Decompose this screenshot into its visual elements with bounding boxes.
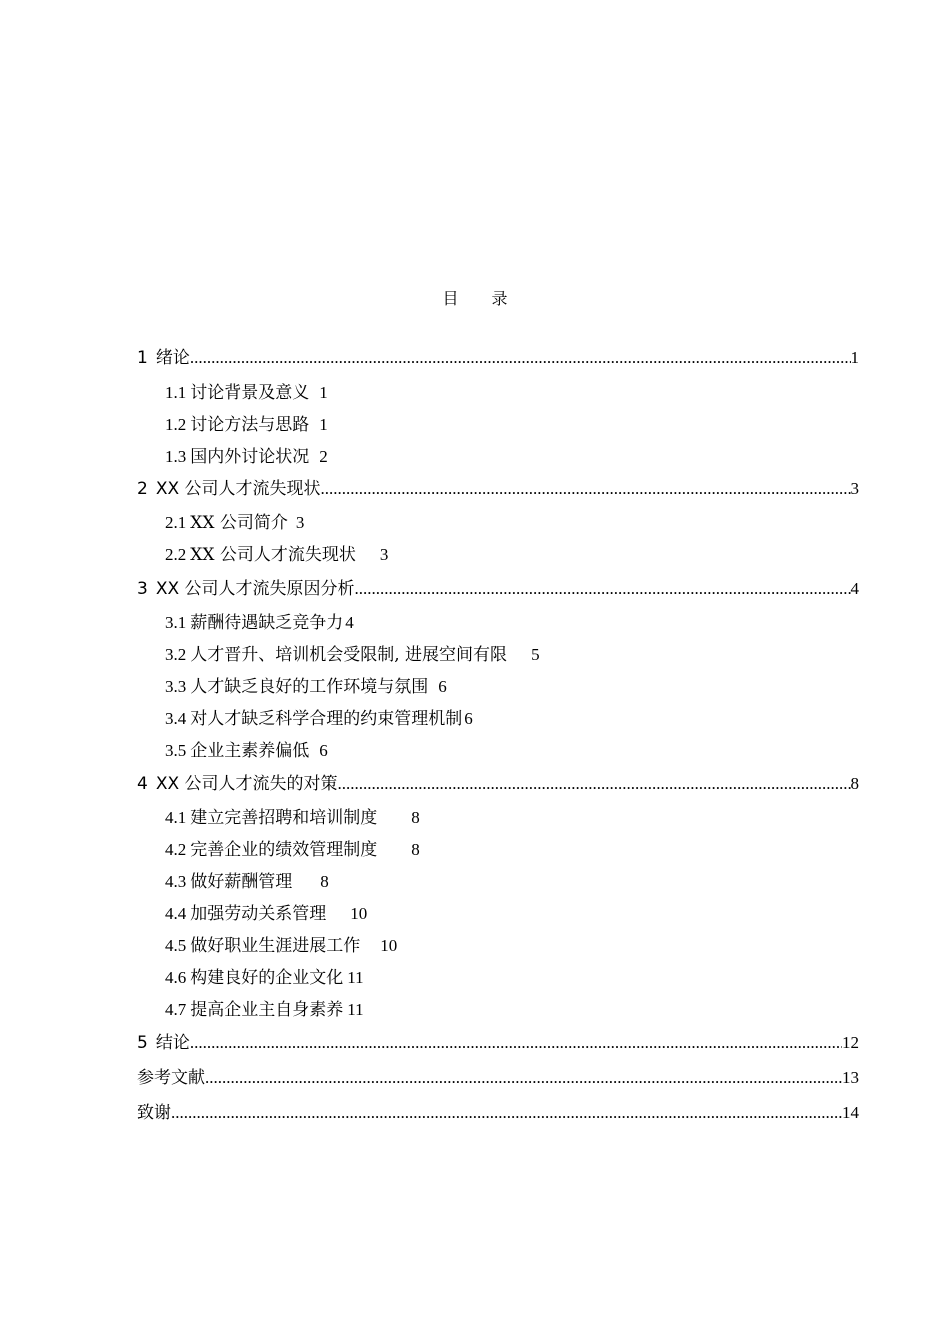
toc-section-entry[interactable] <box>165 509 304 537</box>
toc-entry-number: 1 <box>137 348 148 368</box>
toc-chapter-entry[interactable] <box>137 344 859 372</box>
toc-dot-leader <box>190 1029 842 1057</box>
toc-dot-leader <box>190 344 851 372</box>
toc-entry-title: XX 公司人才流失的对策 <box>155 774 338 794</box>
toc-entry-title: 讨论背景及意义 <box>190 383 310 403</box>
toc-entry-title: 参考文献 <box>137 1068 205 1088</box>
toc-entry-title: 讨论方法与思路 <box>190 415 310 435</box>
toc-entry-number: 2 <box>137 479 148 499</box>
toc-entry-number: 2.1 <box>165 513 187 532</box>
toc-entry-title: 人才晋升、培训机会受限制, 进展空间有限 <box>190 645 508 665</box>
toc-section-entry[interactable] <box>165 443 328 471</box>
toc-page-number: 3 <box>295 513 305 532</box>
toc-entry-title: 致谢 <box>137 1103 171 1123</box>
toc-page-number: 6 <box>319 741 328 760</box>
toc-entry-title: XX 公司人才流失现状 <box>155 479 321 499</box>
toc-dot-leader <box>355 575 851 603</box>
toc-section-entry[interactable] <box>165 737 328 765</box>
toc-page-number: 5 <box>531 645 540 664</box>
toc-entry-number: 4.7 <box>165 1000 187 1019</box>
toc-entry-title: 加强劳动关系管理 <box>190 904 327 924</box>
toc-section-entry[interactable] <box>165 900 367 928</box>
toc-entry-number: 4.2 <box>165 840 187 859</box>
toc-entry-title: 对人才缺乏科学合理的约束管理机制 <box>190 709 463 729</box>
toc-entry-number: 3.4 <box>165 709 187 728</box>
toc-page-number: 4 <box>850 579 859 598</box>
toc-page-number: 1 <box>319 383 328 402</box>
toc-section-entry[interactable] <box>165 411 328 439</box>
toc-section-entry[interactable] <box>165 609 354 637</box>
toc-entry-number: 1.1 <box>165 383 187 402</box>
toc-entry-title: XX 公司人才流失现状 <box>190 545 356 565</box>
toc-entry-number: 4.5 <box>165 936 187 955</box>
toc-page-number: 6 <box>438 677 447 696</box>
toc-chapter-entry[interactable] <box>137 575 859 603</box>
toc-page-number: 8 <box>850 774 859 793</box>
toc-dot-leader <box>338 770 851 798</box>
toc-section-entry[interactable] <box>165 996 364 1024</box>
toc-entry-number: 3.3 <box>165 677 187 696</box>
toc-page-number: 3 <box>850 479 859 498</box>
toc-entry-title: XX 公司人才流失原因分析 <box>155 579 355 599</box>
toc-page-number: 11 <box>347 968 364 987</box>
toc-chapter-entry[interactable] <box>137 770 859 798</box>
toc-dot-leader <box>321 475 851 503</box>
toc-page-number: 6 <box>464 709 473 728</box>
toc-entry-number: 3.1 <box>165 613 187 632</box>
toc-section-entry[interactable] <box>165 379 328 407</box>
toc-entry-number: 3.2 <box>165 645 187 664</box>
toc-section-entry[interactable] <box>165 836 420 864</box>
toc-entry-number: 4 <box>137 774 148 794</box>
toc-entry-title: 做好薪酬管理 <box>190 872 293 892</box>
toc-chapter-entry[interactable] <box>137 1099 859 1127</box>
toc-entry-title: 做好职业生涯进展工作 <box>190 936 361 956</box>
toc-dot-leader <box>171 1099 842 1127</box>
toc-entry-title: 国内外讨论状况 <box>190 447 310 467</box>
toc-entry-number: 3.5 <box>165 741 187 760</box>
toc-page-number: 2 <box>319 447 328 466</box>
toc-page-number: 1 <box>850 348 859 367</box>
toc-page-number: 3 <box>379 545 389 564</box>
toc-entry-title: 企业主素养偏低 <box>190 741 310 761</box>
toc-chapter-entry[interactable] <box>137 1064 859 1092</box>
toc-section-entry[interactable] <box>165 932 397 960</box>
toc-page-number: 11 <box>347 1000 364 1019</box>
toc-page-number: 8 <box>320 872 329 891</box>
toc-entry-title: 结论 <box>155 1033 190 1053</box>
toc-section-entry[interactable] <box>165 541 388 569</box>
toc-page-number: 1 <box>319 415 328 434</box>
toc-entry-number: 4.1 <box>165 808 187 827</box>
toc-section-entry[interactable] <box>165 868 329 896</box>
toc-entry-title: 人才缺乏良好的工作环境与氛围 <box>190 677 429 697</box>
toc-page-number: 13 <box>842 1068 859 1087</box>
toc-section-entry[interactable] <box>165 673 447 701</box>
toc-section-entry[interactable] <box>165 641 540 669</box>
toc-entry-number: 5 <box>137 1033 148 1053</box>
toc-entry-title: 绪论 <box>155 348 190 368</box>
toc-page-number: 10 <box>350 904 368 923</box>
toc-entry-title: XX 公司简介 <box>190 513 288 533</box>
toc-entry-number: 2.2 <box>165 545 187 564</box>
toc-entry-title: 构建良好的企业文化 <box>190 968 344 988</box>
toc-entry-title: 建立完善招聘和培训制度 <box>190 808 378 828</box>
toc-section-entry[interactable] <box>165 964 364 992</box>
toc-entry-title: 完善企业的绩效管理制度 <box>190 840 378 860</box>
toc-chapter-entry[interactable] <box>137 1029 859 1057</box>
toc-page-number: 8 <box>411 840 420 859</box>
toc-chapter-entry[interactable] <box>137 475 859 503</box>
toc-title: 目 录 <box>442 289 522 308</box>
toc-section-entry[interactable] <box>165 804 420 832</box>
toc-entry-number: 1.3 <box>165 447 187 466</box>
toc-entry-number: 3 <box>137 579 148 599</box>
toc-entry-title: 提高企业主自身素养 <box>190 1000 344 1020</box>
toc-dot-leader <box>205 1064 842 1092</box>
toc-entry-title: 薪酬待遇缺乏竞争力 <box>190 613 344 633</box>
toc-page-number: 10 <box>380 936 398 955</box>
toc-entry-number: 4.6 <box>165 968 187 987</box>
toc-entry-number: 1.2 <box>165 415 187 434</box>
toc-page-number: 14 <box>842 1103 859 1122</box>
toc-page-number: 12 <box>842 1033 859 1052</box>
toc-page-number: 8 <box>411 808 420 827</box>
toc-section-entry[interactable] <box>165 705 473 733</box>
toc-page-number: 4 <box>345 613 354 632</box>
toc-entry-number: 4.3 <box>165 872 187 891</box>
toc-entry-number: 4.4 <box>165 904 187 923</box>
